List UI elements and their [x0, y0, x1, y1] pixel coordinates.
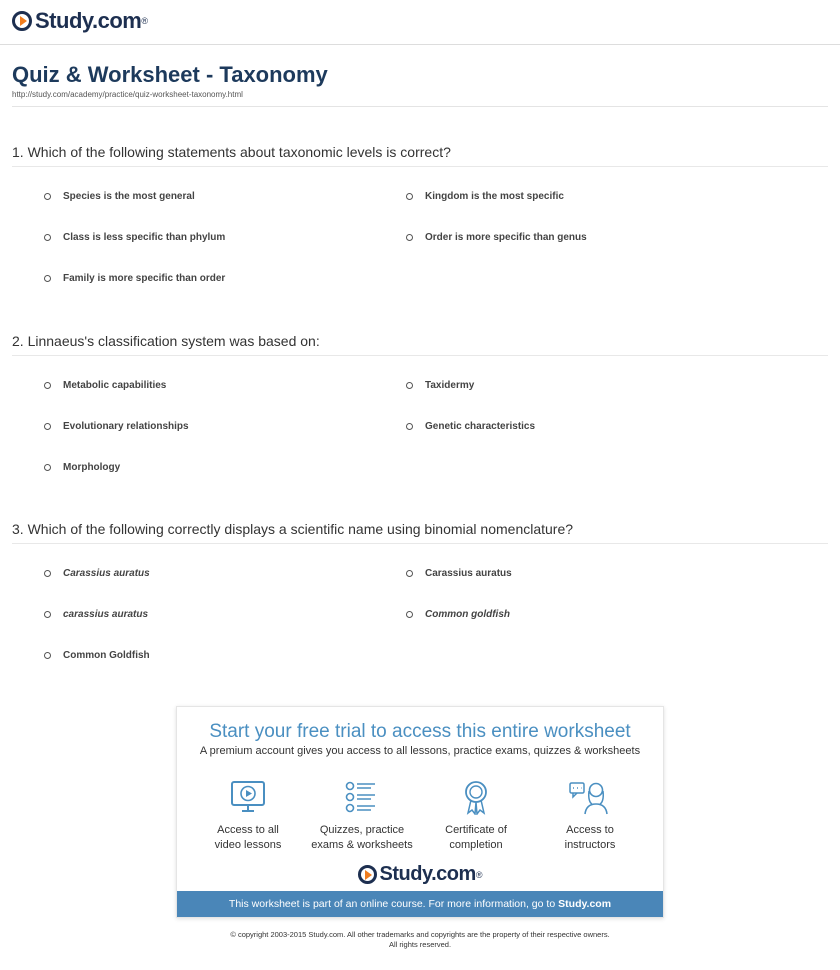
- answer-option[interactable]: [406, 191, 564, 202]
- study-logo-icon: [12, 11, 32, 31]
- radio-button-icon[interactable]: [44, 652, 51, 659]
- radio-button-icon[interactable]: [406, 193, 413, 200]
- answer-label: Order is more specific than genus: [425, 232, 587, 243]
- page-title: Quiz & Worksheet - Taxonomy: [12, 62, 328, 87]
- answer-options: [12, 167, 828, 287]
- answer-options: [12, 356, 828, 476]
- answer-label: Family is more specific than order: [63, 273, 226, 284]
- study-logo-icon: [358, 865, 377, 884]
- answer-option[interactable]: [44, 191, 195, 202]
- radio-button-icon[interactable]: [406, 611, 413, 618]
- answer-label: Kingdom is the most specific: [425, 191, 564, 202]
- promo-logo-text: Study.com: [379, 863, 476, 885]
- feature-quizzes: [307, 779, 417, 853]
- course-info-text: This worksheet is part of an online course. For more information, go to: [228, 898, 556, 910]
- promo-title[interactable]: Start your free trial to access this entire worksheet: [209, 721, 631, 742]
- answer-option[interactable]: [406, 421, 535, 432]
- feature-label: Access to all video lessons: [214, 824, 282, 851]
- radio-button-icon[interactable]: [406, 234, 413, 241]
- answer-label: Morphology: [63, 462, 121, 473]
- feature-label: Access to instructors: [564, 824, 616, 851]
- site-header: [12, 6, 148, 36]
- answer-label: carassius auratus: [63, 609, 149, 620]
- answer-label: Genetic characteristics: [425, 421, 536, 432]
- answer-label: Metabolic capabilities: [63, 380, 167, 391]
- answer-option[interactable]: [406, 232, 587, 243]
- answer-option[interactable]: [406, 568, 512, 579]
- answer-label: Taxidermy: [425, 380, 475, 391]
- radio-button-icon[interactable]: [406, 423, 413, 430]
- answer-option[interactable]: [44, 273, 225, 284]
- copyright-footer: [0, 930, 840, 950]
- course-info-link[interactable]: Study.com: [558, 898, 612, 910]
- answer-option[interactable]: [406, 609, 510, 620]
- page-url[interactable]: http://study.com/academy/practice/quiz-worksheet-taxonomy.html: [12, 90, 243, 99]
- radio-button-icon[interactable]: [44, 423, 51, 430]
- question-text: 1. Which of the following statements about taxonomic levels is correct?: [12, 144, 828, 167]
- feature-certificate: [421, 779, 531, 853]
- answer-options: [12, 544, 828, 664]
- radio-button-icon[interactable]: [44, 275, 51, 282]
- question-2: [12, 333, 828, 476]
- answer-label: Common Goldfish: [63, 650, 150, 661]
- answer-option[interactable]: [44, 380, 166, 391]
- logo-trademark: ®: [141, 16, 148, 26]
- certificate-icon: [456, 779, 496, 815]
- feature-video-lessons: [193, 779, 303, 853]
- answer-label: Carassius auratus: [63, 568, 150, 579]
- answer-label: Carassius auratus: [425, 568, 512, 579]
- radio-button-icon[interactable]: [44, 382, 51, 389]
- free-trial-promo: [176, 706, 664, 918]
- answer-label: Class is less specific than phylum: [63, 232, 226, 243]
- answer-option[interactable]: [406, 380, 474, 391]
- answer-option[interactable]: [44, 568, 150, 579]
- promo-logo: [177, 863, 663, 886]
- question-3: [12, 521, 828, 664]
- answer-label: Evolutionary relationships: [63, 421, 189, 432]
- copyright-line: All rights reserved.: [388, 940, 452, 949]
- header-divider: [0, 44, 840, 45]
- radio-button-icon[interactable]: [406, 382, 413, 389]
- answer-option[interactable]: [44, 232, 225, 243]
- question-1: [12, 144, 828, 287]
- radio-button-icon[interactable]: [44, 570, 51, 577]
- feature-instructors: [535, 779, 645, 853]
- copyright-line: © copyright 2003-2015 Study.com. All other trademarks and copyrights are the property of their respective owners.: [230, 930, 610, 939]
- answer-option[interactable]: [44, 421, 189, 432]
- feature-label: Certificate of completion: [445, 824, 507, 851]
- answer-option[interactable]: [44, 609, 148, 620]
- answer-option[interactable]: [44, 650, 150, 661]
- video-icon: [228, 779, 268, 815]
- course-info-bar: [177, 891, 663, 917]
- radio-button-icon[interactable]: [406, 570, 413, 577]
- answer-option[interactable]: [44, 462, 120, 473]
- feature-label: Quizzes, practice exams & worksheets: [311, 824, 413, 851]
- list-icon: [342, 779, 382, 815]
- radio-button-icon[interactable]: [44, 464, 51, 471]
- site-logo-text[interactable]: Study.com: [35, 8, 142, 33]
- answer-label: Species is the most general: [63, 191, 195, 202]
- promo-subtitle: A premium account gives you access to all lessons, practice exams, quizzes & worksheets: [199, 745, 641, 757]
- logo-trademark: ®: [475, 869, 483, 880]
- radio-button-icon[interactable]: [44, 611, 51, 618]
- instructor-icon: [568, 779, 612, 815]
- radio-button-icon[interactable]: [44, 193, 51, 200]
- answer-label: Common goldfish: [425, 609, 510, 620]
- radio-button-icon[interactable]: [44, 234, 51, 241]
- question-text: 2. Linnaeus's classification system was based on:: [12, 333, 828, 356]
- title-divider: [12, 106, 828, 107]
- question-text: 3. Which of the following correctly displays a scientific name using binomial nomenclature?: [12, 521, 828, 544]
